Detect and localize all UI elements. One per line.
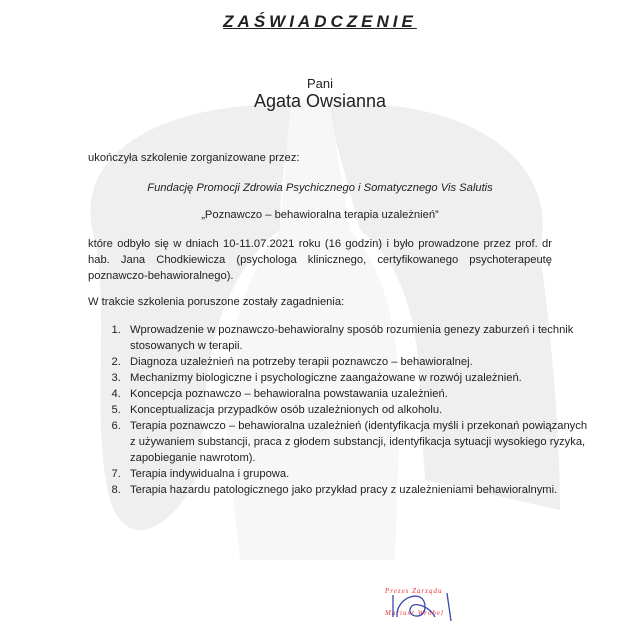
list-item: 6. Terapia poznawczo – behawioralna uzależnień (identyfikacja myśli i przekonań powiązanych z używaniem substancji, praca z głodem substancji, identyfikacja sytuacji wysokiego ryzyka, zapobieganie nawrotom). xyxy=(124,418,594,466)
intro-text: ukończyła szkolenie zorganizowane przez: xyxy=(88,152,300,164)
list-item: 3. Mechanizmy biologiczne i psychologiczne zaangażowane w rozwój uzależnień. xyxy=(124,370,594,386)
list-item: 5. Konceptualizacja przypadków osób uzależnionych od alkoholu. xyxy=(124,402,594,418)
list-item: 8. Terapia hazardu patologicznego jako przykład pracy z uzależnieniami behawioralnymi. xyxy=(124,482,594,498)
list-item: 1. Wprowadzenie w poznawczo-behawioralny sposób rozumienia genezy zaburzeń i technik stosowanych w terapii. xyxy=(124,322,594,354)
organizer: Fundację Promocji Zdrowia Psychicznego i Somatycznego Vis Salutis xyxy=(147,182,493,194)
recipient-name: Agata Owsianna xyxy=(253,91,387,111)
stamp-name: Mariusz Wróbel xyxy=(385,609,444,617)
course-details: które odbyło się w dniach 10-11.07.2021 roku (16 godzin) i było prowadzone przez prof. dr hab. Jana Chodkiewicza (psychologa klinicznego, certyfikowanego psychoterapeutę poznawczo-behawioralnego). xyxy=(88,238,552,282)
list-item: 7. Terapia indywidualna i grupowa. xyxy=(124,466,594,482)
list-item: 4. Koncepcja poznawczo – behawioralna powstawania uzależnień. xyxy=(124,386,594,402)
salutation: Pani xyxy=(306,76,334,91)
signature-icon xyxy=(385,587,465,627)
stamp-role: Prezes Zarządu xyxy=(385,587,443,595)
list-item: 2. Diagnoza uzależnień na potrzeby terapii poznawczo – behawioralnej. xyxy=(124,354,594,370)
course-title: „Poznawczo – behawioralna terapia uzależnień” xyxy=(201,209,439,221)
topics-list xyxy=(88,322,594,498)
signature-stamp xyxy=(385,587,465,617)
topics-intro: W trakcie szkolenia poruszone zostały zagadnienia: xyxy=(88,296,345,308)
document-title: ZAŚWIADCZENIE xyxy=(223,12,417,31)
